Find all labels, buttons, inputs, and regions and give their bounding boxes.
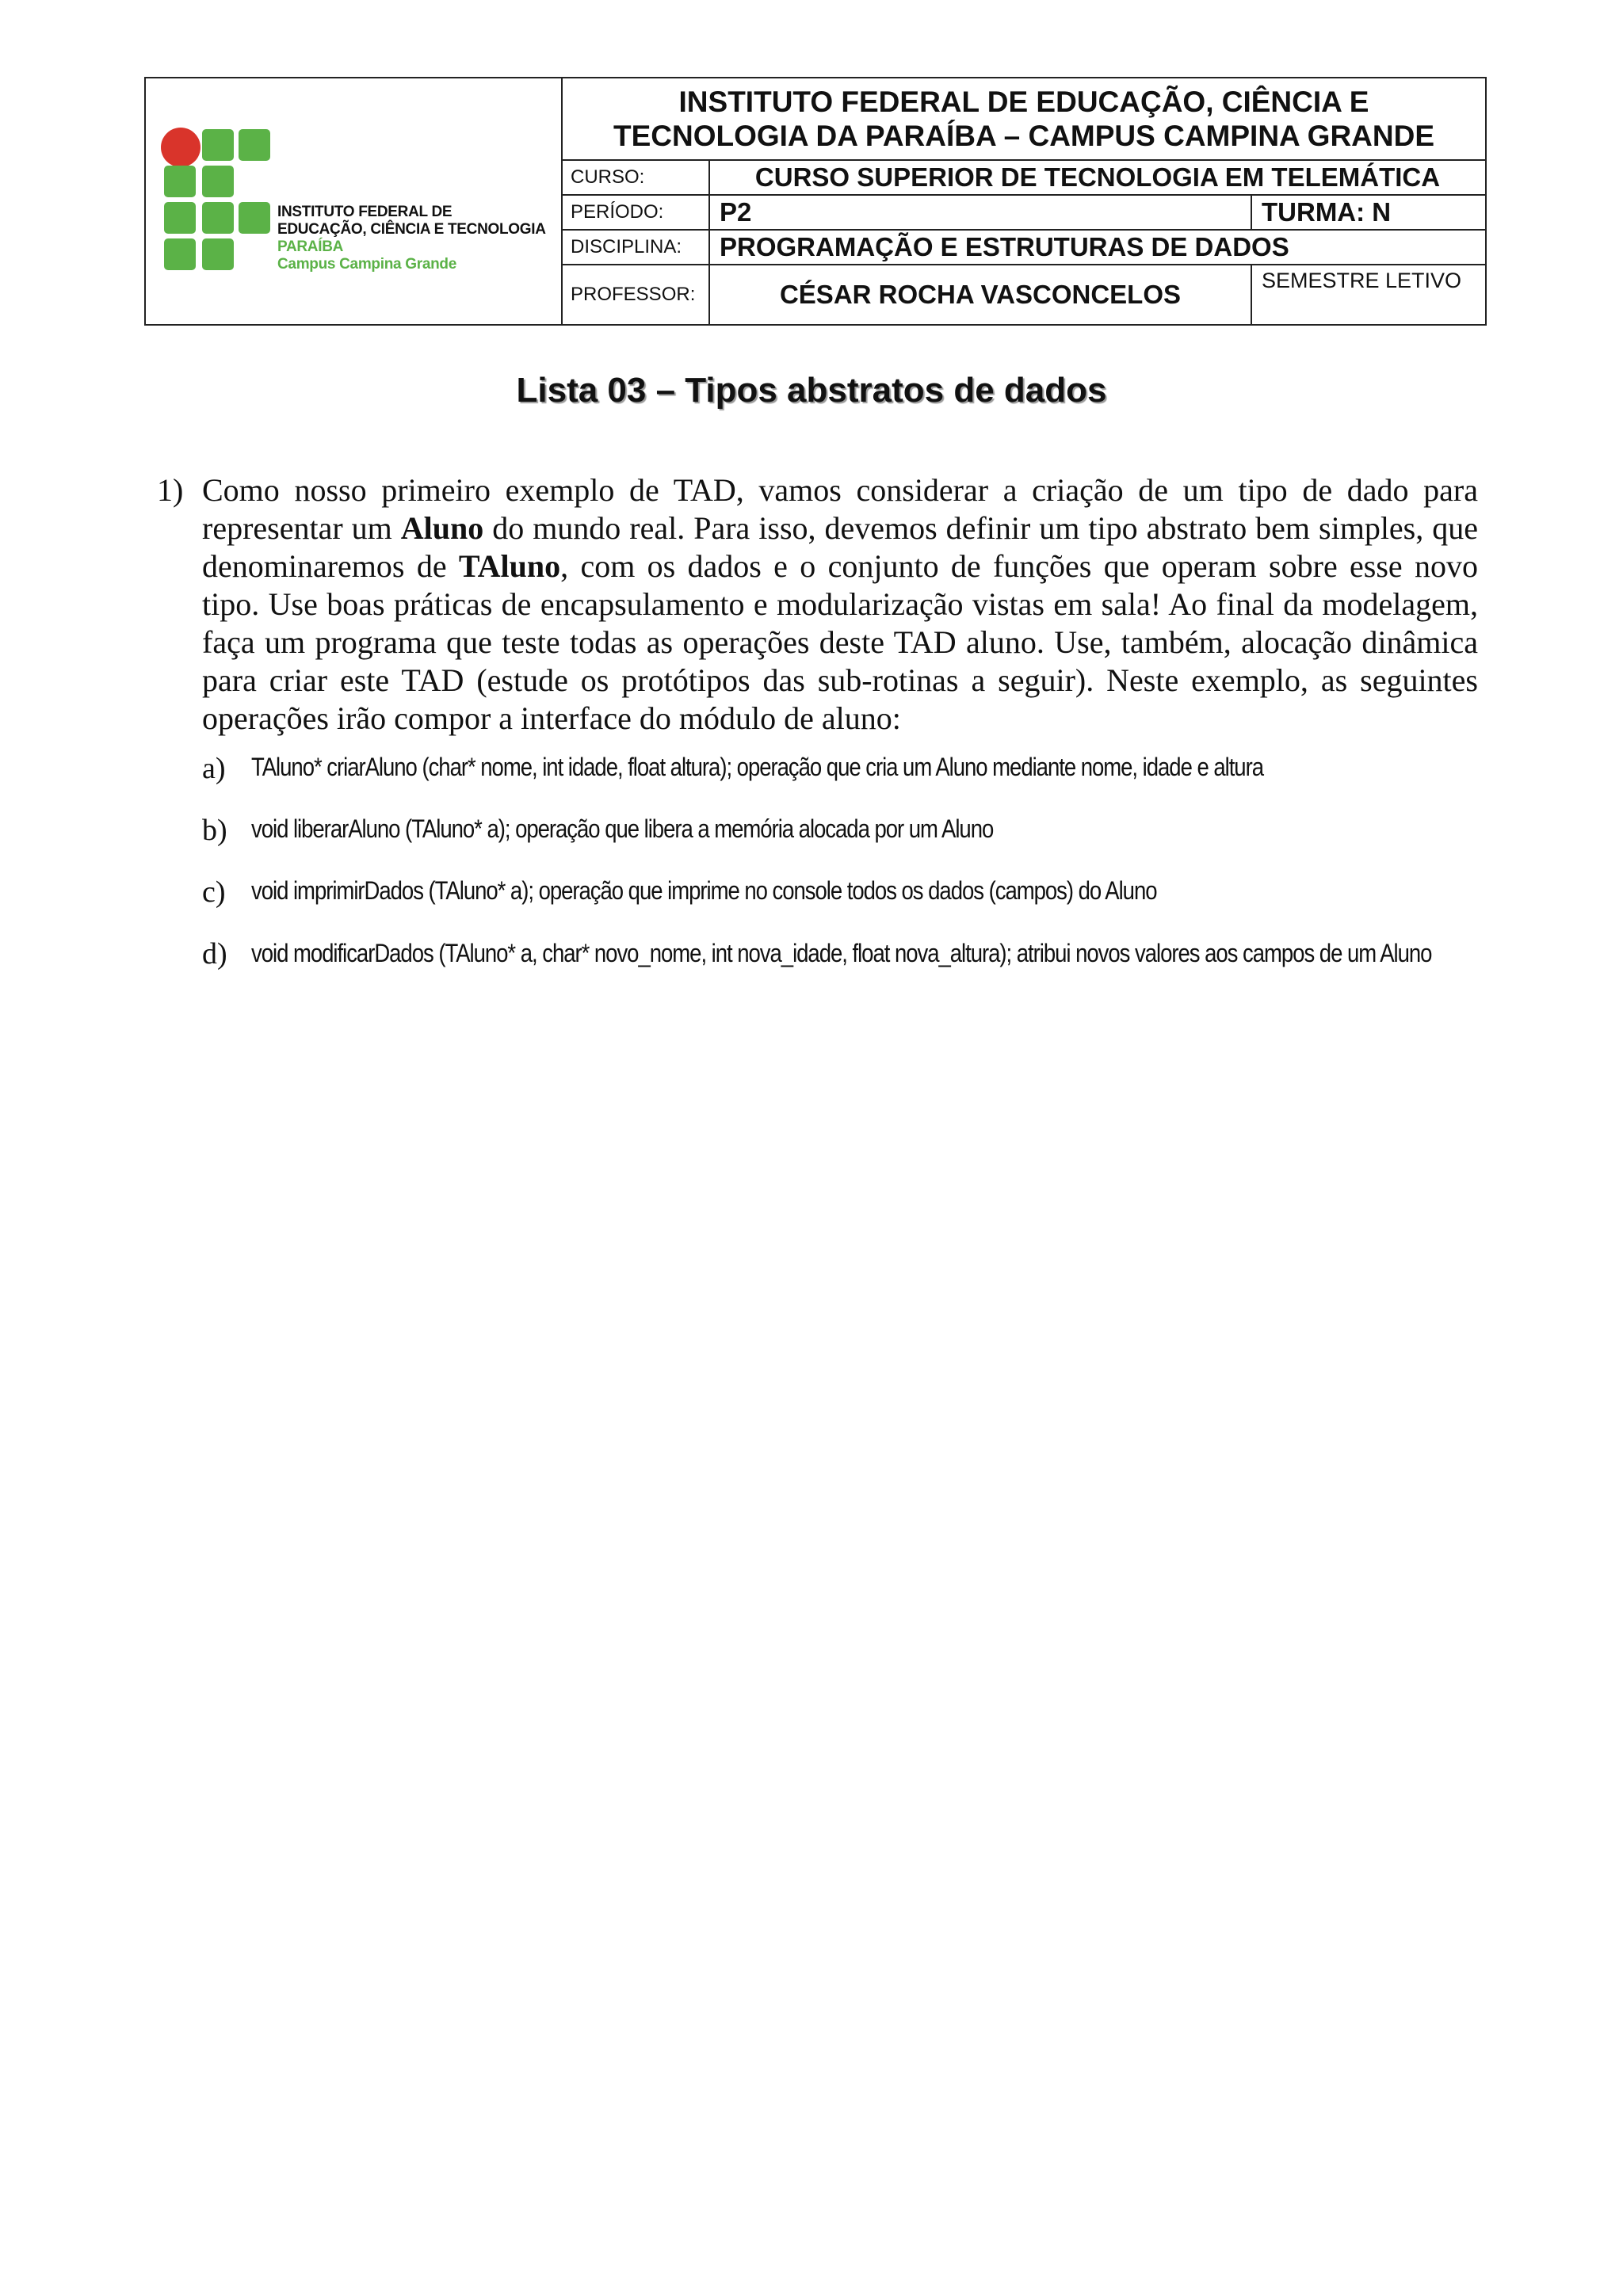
question-number: 1) <box>157 472 184 508</box>
logo-square <box>202 238 234 270</box>
disciplina-label: DISCIPLINA: <box>563 231 710 264</box>
question-text-part: , com os dados e o conjunto de funções que operam sobre esse novo tipo. Use boas práticas de encapsulamento e modularização vistas em sala! Ao final da modelagem, faça um programa que teste todas as operações deste TAD aluno. Use, também, alocação dinâmica para criar este TAD (estude os protótipos das sub-rotinas a seguir). Neste exemplo, as seguintes operações irão compor a interface do módulo de aluno: <box>202 548 1478 736</box>
periodo-label: PERÍODO: <box>563 196 710 229</box>
turma-value: TURMA: N <box>1262 197 1392 227</box>
institution-name-line1: INSTITUTO FEDERAL DE EDUCAÇÃO, CIÊNCIA E <box>678 86 1369 118</box>
professor-value: CÉSAR ROCHA VASCONCELOS <box>710 265 1252 324</box>
logo-square <box>164 202 196 234</box>
logo-text-line1: INSTITUTO FEDERAL DE <box>277 204 453 220</box>
question-bold-term: Aluno <box>400 510 484 546</box>
periodo-row <box>563 196 1485 231</box>
list-item <box>202 813 1486 875</box>
curso-label: CURSO: <box>563 161 710 194</box>
curso-row <box>563 161 1485 196</box>
logo-text-line4: Campus Campina Grande <box>277 256 456 273</box>
institution-logo <box>146 78 563 324</box>
logo-square <box>202 202 234 234</box>
question-text <box>202 471 1478 738</box>
logo-square <box>239 129 270 161</box>
professor-label: PROFESSOR: <box>563 265 710 324</box>
list-item-letter: c) <box>202 875 226 909</box>
curso-value: CURSO SUPERIOR DE TECNOLOGIA EM TELEMÁTICA <box>754 162 1441 192</box>
disciplina-row <box>563 231 1485 265</box>
logo-red-circle <box>161 128 200 167</box>
list-item-text: void modificarDados (TAluno* a, char* novo_nome, int nova_idade, float nova_altura); atribui novos valores aos campos de um Aluno <box>251 939 1432 967</box>
question-bold-term: TAluno <box>458 548 561 584</box>
list-item-letter: a) <box>202 752 226 785</box>
logo-square <box>164 238 196 270</box>
list-item-letter: b) <box>202 814 227 847</box>
operations-list <box>202 751 1486 1060</box>
list-item-letter: d) <box>202 937 227 971</box>
logo-text <box>277 204 546 273</box>
document-title: Lista 03 – Tipos abstratos de dados <box>516 371 1107 410</box>
logo-square <box>164 166 196 197</box>
header-info <box>563 78 1485 324</box>
periodo-value: P2 <box>710 196 1252 229</box>
header-table <box>144 77 1487 326</box>
logo-square <box>202 166 234 197</box>
logo-text-line2: EDUCAÇÃO, CIÊNCIA E TECNOLOGIA <box>277 221 546 238</box>
question-text-part: do mundo real. Para isso, devemos definir um tipo abstrato bem simples, que denominaremos de <box>202 510 1478 584</box>
list-item-text: void imprimirDados (TAluno* a); operação que imprime no console todos os dados (campos) do Aluno <box>251 876 1157 905</box>
disciplina-value: PROGRAMAÇÃO E ESTRUTURAS DE DADOS <box>720 232 1289 261</box>
institution-name-line2: TECNOLOGIA DA PARAÍBA – CAMPUS CAMPINA GRANDE <box>613 120 1435 152</box>
list-item <box>202 936 1486 1060</box>
institution-name <box>563 78 1485 161</box>
logo-text-line3: PARAÍBA <box>277 238 344 255</box>
semestre-label: SEMESTRE LETIVO <box>1262 269 1462 292</box>
list-item-text: TAluno* criarAluno (char* nome, int idade, float altura); operação que cria um Aluno mediante nome, idade e altura <box>251 753 1263 781</box>
list-item-text: void liberarAluno (TAluno* a); operação que libera a memória alocada por um Aluno <box>251 814 994 843</box>
professor-row <box>563 265 1485 324</box>
logo-square <box>202 129 234 161</box>
list-item <box>202 751 1486 813</box>
logo-square <box>239 202 270 234</box>
question-text-part: Como nosso primeiro exemplo de TAD, vamos considerar a criação de um tipo de dado para representar um <box>202 472 1478 546</box>
